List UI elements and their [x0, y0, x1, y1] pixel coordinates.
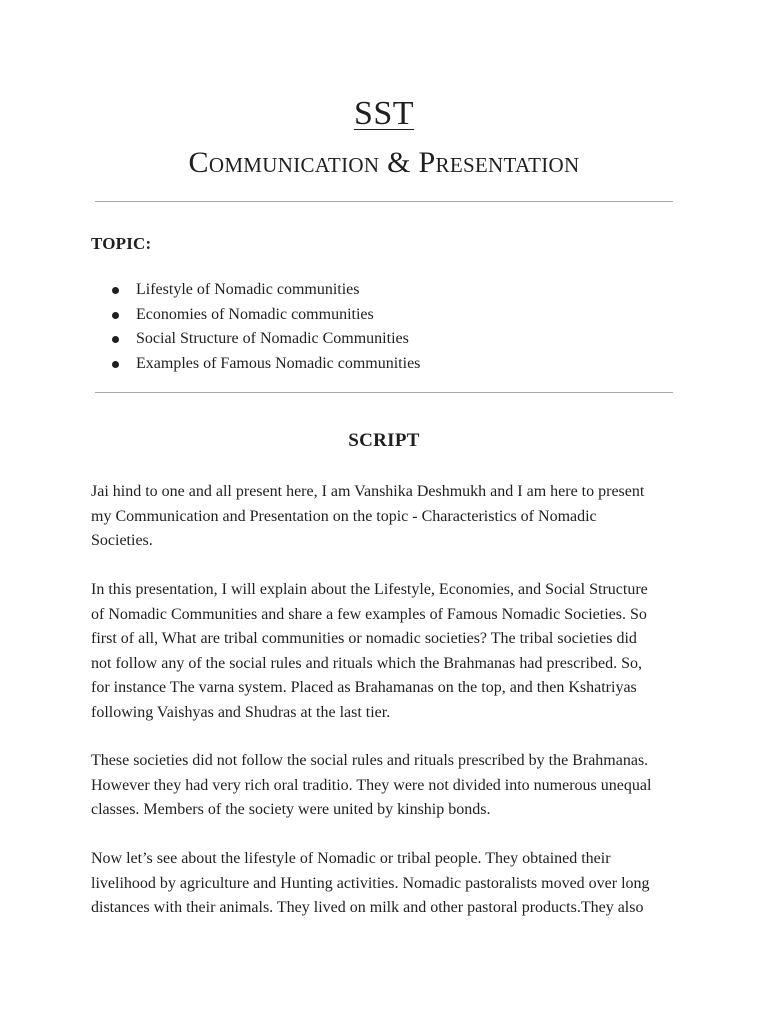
bullet-icon [112, 312, 119, 319]
paragraph-line: Jai hind to one and all present here, I am Vanshika Deshmukh and I am here to present [91, 483, 645, 500]
paragraph-line: my Communication and Presentation on the topic - Characteristics of Nomadic [91, 507, 597, 525]
script-paragraph-1 [91, 480, 691, 554]
paragraph-line: These societies did not follow the social rules and rituals prescribed by the Brahmanas. [91, 752, 649, 769]
topic-text: Lifestyle of Nomadic communities [136, 281, 360, 298]
script-paragraph-4 [91, 847, 691, 921]
topic-text: Economies of Nomadic communities [136, 305, 374, 323]
topic-list-item [112, 327, 420, 352]
paragraph-line: not follow any of the social rules and rituals which the Brahmanas had prescribed. So, [91, 654, 642, 672]
bullet-icon [112, 361, 119, 368]
paragraph-line: livelihood by agriculture and Hunting activities. Nomadic pastoralists moved over long [91, 874, 650, 892]
paragraph-line: following Vaishyas and Shudras at the last tier. [91, 703, 391, 721]
topic-list-item [112, 278, 420, 303]
bullet-icon [112, 336, 119, 343]
script-paragraph-2 [91, 578, 691, 725]
paragraph-line: of Nomadic Communities and share a few examples of Famous Nomadic Societies. So [91, 605, 647, 623]
horizontal-divider-top [95, 201, 673, 202]
topic-label: TOPIC: [91, 234, 152, 253]
bullet-icon [112, 287, 119, 294]
script-heading: SCRIPT [348, 430, 420, 451]
paragraph-line: In this presentation, I will explain about the Lifestyle, Economies, and Social Structure [91, 581, 648, 598]
document-title: SST [353, 95, 415, 132]
paragraph-line: classes. Members of the society were united by kinship bonds. [91, 801, 491, 818]
paragraph-line: Now let’s see about the lifestyle of Nomadic or tribal people. They obtained their [91, 850, 611, 867]
paragraph-line: for instance The varna system. Placed as Brahamanas on the top, and then Kshatriyas [91, 679, 637, 696]
paragraph-line: However they had very rich oral traditio. They were not divided into numerous unequal [91, 776, 652, 794]
paragraph-line: distances with their animals. They lived on milk and other pastoral products.They also [91, 899, 644, 916]
topic-text: Social Structure of Nomadic Communities [136, 330, 409, 348]
topic-list-item [112, 352, 420, 377]
paragraph-line: Societies. [91, 532, 153, 549]
paragraph-line: first of all, What are tribal communities or nomadic societies? The tribal societies did [91, 630, 637, 647]
script-paragraph-3 [91, 749, 691, 823]
topic-list [112, 278, 420, 377]
topic-list-item [112, 303, 420, 328]
horizontal-divider-bottom [95, 392, 673, 393]
topic-text: Examples of Famous Nomadic communities [136, 355, 421, 373]
document-subtitle: Communication & Presentation [188, 146, 580, 179]
